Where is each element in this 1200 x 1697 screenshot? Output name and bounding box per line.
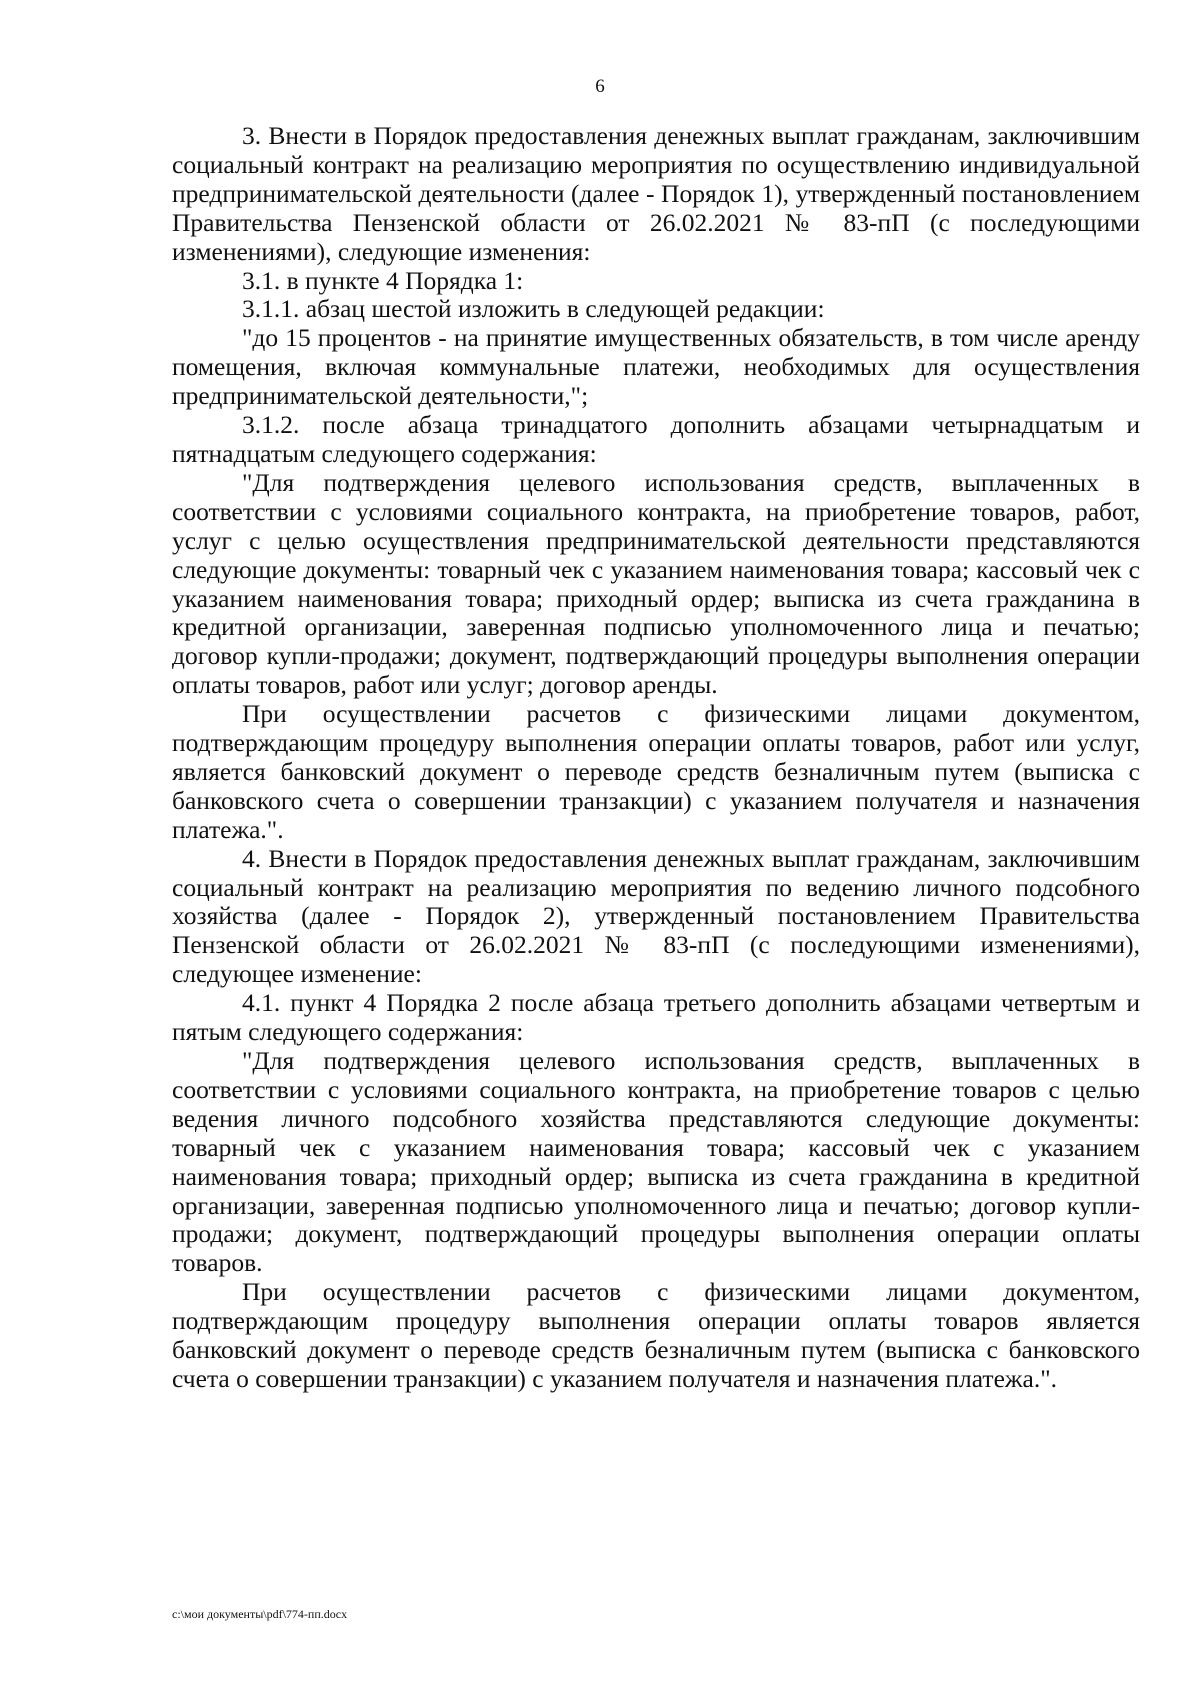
paragraph-item-3: 3. Внести в Порядок предоставления денежных выплат гражданам, заключившим социальный контракт на реализацию мероприятия по осуществлению индивидуальной предпринимательской деятельности (далее - Порядок 1), утвержденный постановлением Правительства Пензенской области от 26.02.2021 № 83-пП (с последующими изменениями), следующие изменения: [172, 121, 1140, 266]
paragraph-quote-payments-1: При осуществлении расчетов с физическими лицами документом, подтверждающим процедуру выполнения операции оплаты товаров, работ или услуг, является банковский документ о переводе средств безналичным путем (выписка с банковского счета о совершении транзакции) с указанием получателя и назначения платежа.". [172, 699, 1140, 844]
page-number: 6 [595, 76, 605, 97]
paragraph-item-4-1: 4.1. пункт 4 Порядка 2 после абзаца третьего дополнить абзацами четвертым и пятым следующего содержания: [172, 988, 1140, 1047]
paragraph-quote-documents-1: "Для подтверждения целевого использования средств, выплаченных в соответствии с условиями социального контракта, на приобретение товаров, работ, услуг с целью осуществления предпринимательской деятельности представляются следующие документы: товарный чек с указанием наименования товара; кассовый чек с указанием наименования товара; приходный ордер; выписка из счета гражданина в кредитной организации, заверенная подписью уполномоченного лица и печатью; договор купли-продажи; документ, подтверждающий процедуры выполнения операции оплаты товаров, работ или услуг; договор аренды. [172, 467, 1140, 700]
footer-file-path: c:\мои документы\pdf\774-пп.docx [172, 1607, 348, 1621]
paragraph-quote-sixth-abzac: "до 15 процентов - на принятие имущественных обязательств, в том числе аренду помещения, включая коммунальные платежи, необходимых для осуществления предпринимательской деятельности,"; [172, 323, 1140, 411]
paragraph-quote-documents-2: "Для подтверждения целевого использования средств, выплаченных в соответствии с условиями социального контракта, на приобретение товаров с целью ведения личного подсобного хозяйства представляются следующие документы: товарный чек с указанием наименования товара; кассовый чек с указанием наименования товара; приходный ордер; выписка из счета гражданина в кредитной организации, заверенная подписью уполномоченного лица и печатью; договор купли-продажи; документ, подтверждающий процедуры выполнения операции оплаты товаров. [172, 1046, 1140, 1278]
paragraph-item-3-1-2: 3.1.2. после абзаца тринадцатого дополнить абзацами четырнадцатым и пятнадцатым следующего содержания: [172, 410, 1140, 468]
paragraph-item-4: 4. Внести в Порядок предоставления денежных выплат гражданам, заключившим социальный контракт на реализацию мероприятия по ведению личного подсобного хозяйства (далее - Порядок 2), утвержденный постановлением Правительства Пензенской области от 26.02.2021 № 83-пП (с последующими изменениями), следующее изменение: [172, 843, 1140, 989]
paragraph-quote-payments-2: При осуществлении расчетов с физическими лицами документом, подтверждающим процедуру выполнения операции оплаты товаров является банковский документ о переводе средств безналичным путем (выписка с банковского счета о совершении транзакции) с указанием получателя и назначения платежа.". [172, 1277, 1140, 1393]
document-body [172, 122, 1140, 1394]
paragraph-item-3-1-1: 3.1.1. абзац шестой изложить в следующей редакции: [242, 294, 825, 324]
paragraph-item-3-1: 3.1. в пункте 4 Порядка 1: [242, 265, 524, 295]
